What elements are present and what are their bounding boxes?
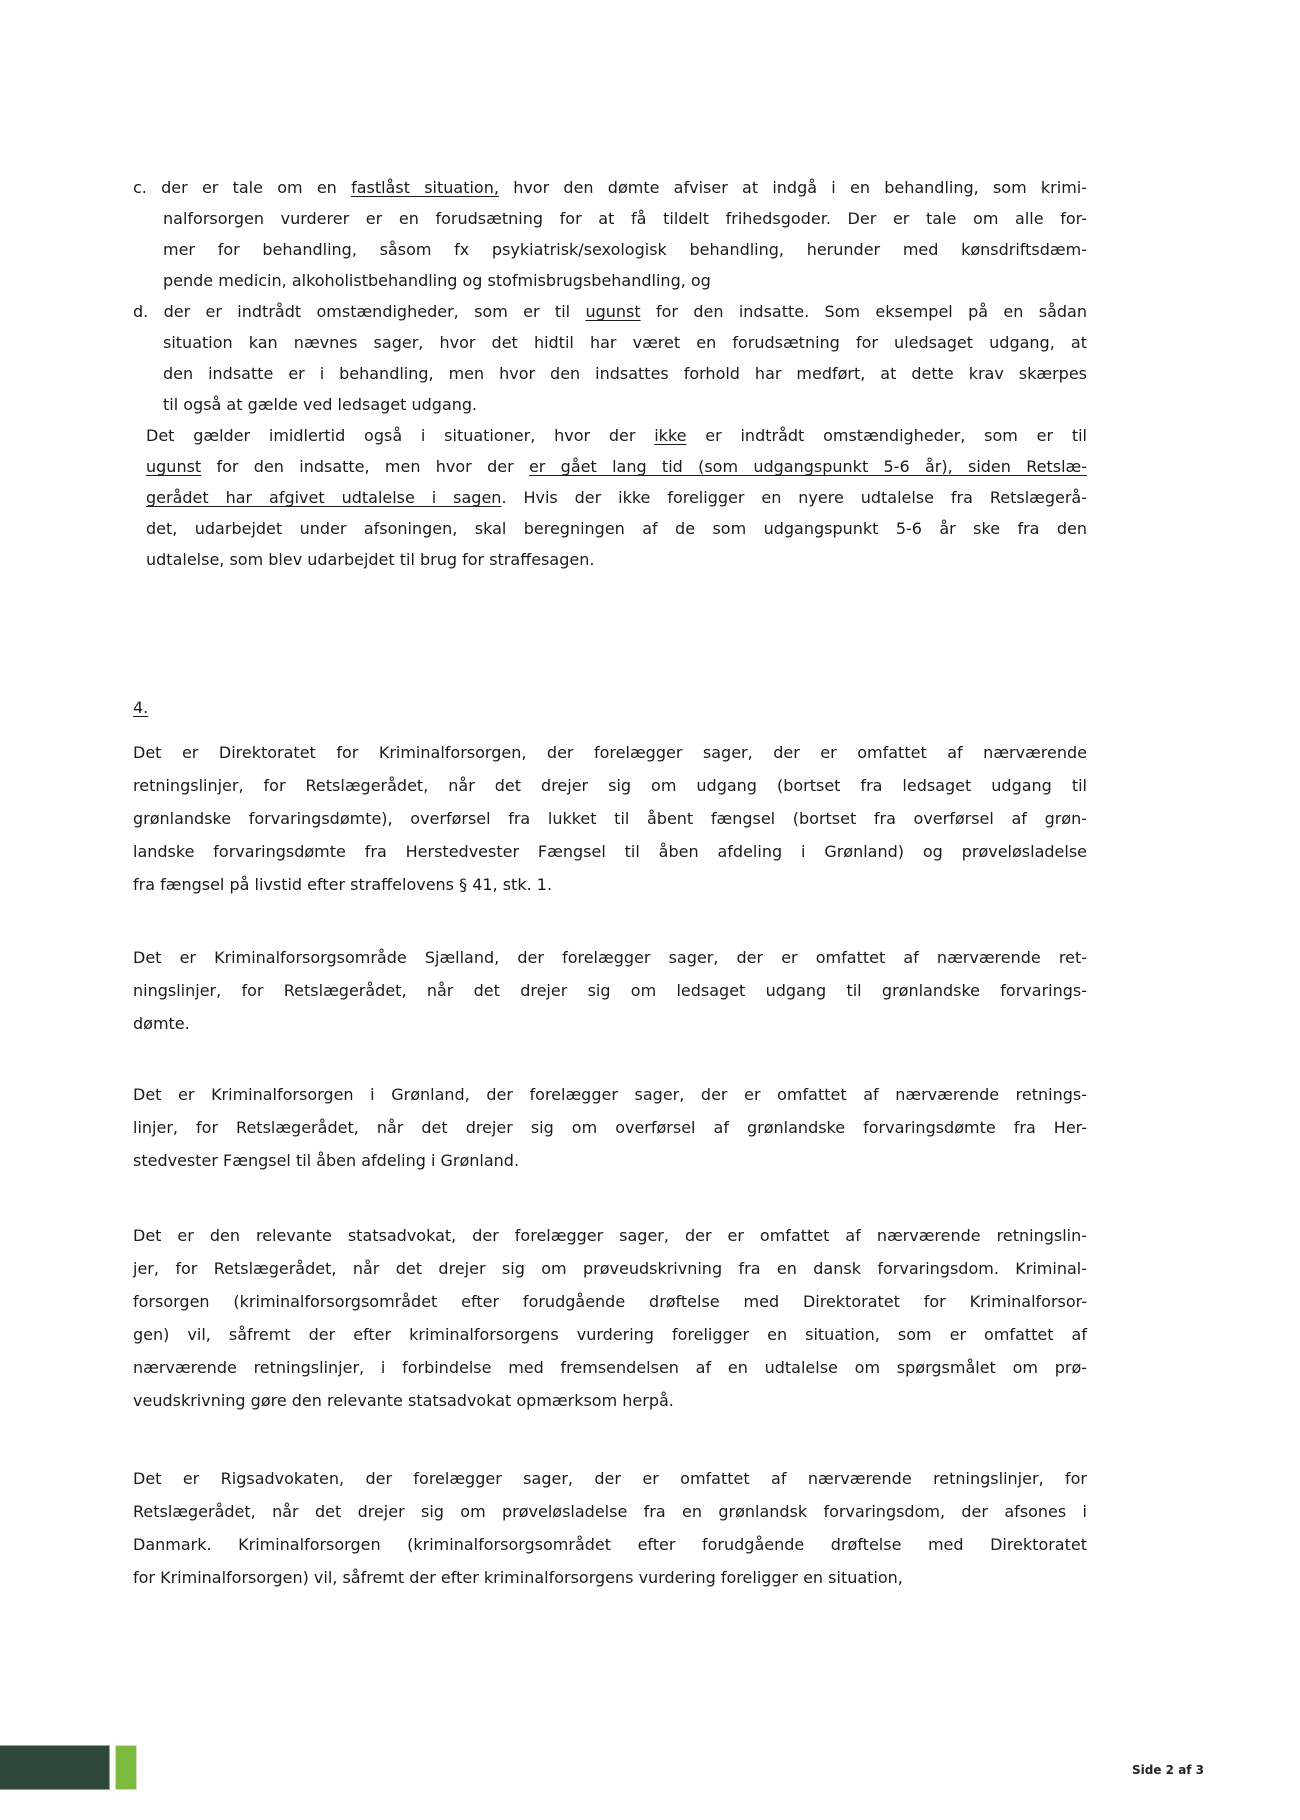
text-line: [133, 1219, 1087, 1252]
text-line: [133, 234, 1087, 265]
text-segment: stedvester Fængsel til åben afdeling i Grønland.: [133, 1151, 520, 1170]
text-segment: dømte.: [133, 1014, 190, 1033]
text-segment: Det er Kriminalforsorgsområde Sjælland, der forelægger sager, der er omfattet af nærværende ret-: [133, 948, 1087, 967]
paragraph-omraade-sjaelland: [133, 941, 1087, 1040]
text-segment: Det er Kriminalforsorgen i Grønland, der forelægger sager, der er omfattet af nærværende retnings-: [133, 1085, 1087, 1104]
text-segment: jer, for Retslægerådet, når det drejer sig om prøveudskrivning fra en dansk forvaringsdom. Kriminal-: [133, 1259, 1087, 1278]
paragraph-groenland: [133, 1078, 1087, 1177]
section-4-heading-text: 4.: [133, 698, 149, 717]
text-line: [133, 389, 1087, 420]
text-segment: grønlandske forvaringsdømte), overførsel fra lukket til åbent fængsel (bortset fra overførsel af grøn-: [133, 809, 1087, 828]
text-line: [146, 420, 1087, 451]
text-segment: pende medicin, alkoholistbehandling og stofmisbrugsbehandling, og: [163, 271, 711, 290]
text-segment: nærværende retningslinjer, i forbindelse med fremsendelsen af en udtalelse om spørgsmålet om prø-: [133, 1358, 1087, 1377]
underlined-text-segment: ugunst: [585, 302, 641, 321]
text-line: [133, 1351, 1087, 1384]
text-line: [133, 974, 1087, 1007]
text-line: [133, 941, 1087, 974]
text-line: [133, 358, 1087, 389]
text-line: [133, 296, 1087, 327]
text-segment: udtalelse, som blev udarbejdet til brug for straffesagen.: [146, 550, 595, 569]
text-segment: Det er Direktoratet for Kriminalforsorgen, der forelægger sager, der er omfattet af nærværende: [133, 743, 1087, 762]
text-segment: retningslinjer, for Retslægerådet, når det drejer sig om udgang (bortset fra ledsaget udgang til: [133, 776, 1087, 795]
list-note-paragraph: [133, 420, 1087, 575]
text-segment: Det er den relevante statsadvokat, der forelægger sager, der er omfattet af nærværende retningslin-: [133, 1226, 1087, 1245]
text-line: [146, 451, 1087, 482]
underlined-text-segment: er gået lang tid (som udgangspunkt 5-6 år), siden Retslæ-: [528, 457, 1087, 476]
text-line: [133, 1462, 1087, 1495]
text-line: [133, 203, 1087, 234]
text-segment: til også at gælde ved ledsaget udgang.: [163, 395, 478, 414]
underlined-text-segment: fastlåst situation,: [351, 178, 499, 197]
list-item-d: [133, 296, 1087, 420]
paragraph-rigsadvokaten: [133, 1462, 1087, 1594]
text-line: [133, 172, 1087, 203]
text-segment: situation kan nævnes sager, hvor det hidtil har været en forudsætning for uledsaget udgang, at: [163, 333, 1087, 352]
text-line: [146, 482, 1087, 513]
text-line: [133, 1528, 1087, 1561]
text-line: [133, 802, 1087, 835]
text-segment: forsorgen (kriminalforsorgsområdet efter forudgående drøftelse med Direktoratet for Kriminalforsor-: [133, 1292, 1087, 1311]
list-section: [133, 172, 1087, 575]
footer-bar-dark: [0, 1745, 110, 1790]
text-line: [133, 736, 1087, 769]
text-segment: mer for behandling, såsom fx psykiatrisk/sexologisk behandling, herunder med kønsdriftsdæm-: [163, 240, 1087, 259]
paragraph-statsadvokat: [133, 1219, 1087, 1417]
footer-bar-light: [115, 1745, 137, 1790]
text-line: [133, 265, 1087, 296]
underlined-text-segment: ugunst: [146, 457, 202, 476]
text-line: [133, 1384, 1087, 1417]
text-line: [133, 1144, 1087, 1177]
text-segment: d. der er indtrådt omstændigheder, som er til: [133, 302, 586, 321]
text-segment: . Hvis der ikke foreligger en nyere udtalelse fra Retslægerå-: [501, 488, 1088, 507]
underlined-text-segment: ikke: [654, 426, 687, 445]
text-segment: c. der er tale om en: [133, 178, 352, 197]
text-segment: er indtrådt omstændigheder, som er til: [686, 426, 1087, 445]
text-line: [133, 1078, 1087, 1111]
text-segment: nalforsorgen vurderer er en forudsætning for at få tildelt frihedsgoder. Der er tale om alle for-: [163, 209, 1087, 228]
text-line: [133, 868, 1087, 901]
text-line: [133, 1285, 1087, 1318]
text-line: [133, 1111, 1087, 1144]
text-segment: for Kriminalforsorgen) vil, såfremt der efter kriminalforsorgens vurdering foreligger en situation,: [133, 1568, 903, 1587]
page-number-label: Side 2 af 3: [1132, 1763, 1205, 1777]
underlined-text-segment: gerådet har afgivet udtalelse i sagen: [146, 488, 502, 507]
text-segment: den indsatte er i behandling, men hvor den indsattes forhold har medført, at dette krav skærpes: [163, 364, 1087, 383]
text-segment: Det gælder imidlertid også i situationer, hvor der: [146, 426, 655, 445]
text-segment: linjer, for Retslægerådet, når det drejer sig om overførsel af grønlandske forvaringsdømte fra Her-: [133, 1118, 1087, 1137]
text-segment: for den indsatte. Som eksempel på en sådan: [640, 302, 1087, 321]
section-4-heading: [133, 692, 148, 723]
text-line: [133, 1007, 1087, 1040]
paragraph-direktoratet: [133, 736, 1087, 901]
text-line: [133, 769, 1087, 802]
text-segment: Retslægerådet, når det drejer sig om prøveløsladelse fra en grønlandsk forvaringsdom, der afsones i: [133, 1502, 1087, 1521]
text-segment: Det er Rigsadvokaten, der forelægger sager, der er omfattet af nærværende retningslinjer, for: [133, 1469, 1087, 1488]
text-segment: fra fængsel på livstid efter straffelovens § 41, stk. 1.: [133, 875, 553, 894]
text-segment: Danmark. Kriminalforsorgen (kriminalforsorgsområdet efter forudgående drøftelse med Direktoratet: [133, 1535, 1087, 1554]
text-segment: landske forvaringsdømte fra Herstedvester Fængsel til åben afdeling i Grønland) og prøveløsladelse: [133, 842, 1087, 861]
text-segment: hvor den dømte afviser at indgå i en behandling, som krimi-: [498, 178, 1088, 197]
text-line: [146, 513, 1087, 544]
text-line: [133, 835, 1087, 868]
text-segment: for den indsatte, men hvor der: [201, 457, 529, 476]
text-line: [133, 327, 1087, 358]
text-segment: veudskrivning gøre den relevante statsadvokat opmærksom herpå.: [133, 1391, 674, 1410]
text-line: [146, 544, 1087, 575]
list-item-c: [133, 172, 1087, 296]
text-line: [133, 1252, 1087, 1285]
text-line: [133, 1561, 1087, 1594]
text-segment: ningslinjer, for Retslægerådet, når det drejer sig om ledsaget udgang til grønlandske forvarings-: [133, 981, 1087, 1000]
text-segment: det, udarbejdet under afsoningen, skal beregningen af de som udgangspunkt 5-6 år ske fra den: [146, 519, 1087, 538]
text-line: [133, 1495, 1087, 1528]
text-segment: gen) vil, såfremt der efter kriminalforsorgens vurdering foreligger en situation, som er omfattet af: [133, 1325, 1087, 1344]
text-line: [133, 1318, 1087, 1351]
